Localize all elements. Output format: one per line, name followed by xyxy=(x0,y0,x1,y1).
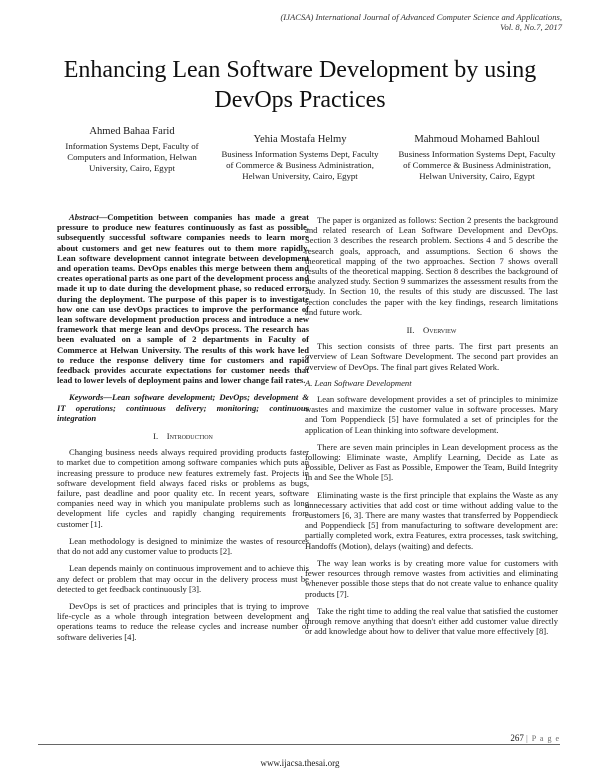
keywords xyxy=(57,392,309,423)
paragraph: Lean methodology is designed to minimize the wastes of resources that do not add any customer value to products [2]. xyxy=(57,535,309,557)
paragraph: This section consists of three parts. The first part presents an overview of Lean Software Development. The second part provides an overview of DevOps. The final part gives Related Work. xyxy=(305,341,558,372)
section-title: Introduction xyxy=(166,431,213,442)
paragraph: Lean depends mainly on continuous improvement and to achieve this any defect or problem that may occur in the delivery process must be detected to get feedback continuously [3]. xyxy=(57,563,309,594)
section-number: II. xyxy=(406,325,415,336)
author-block-2 xyxy=(221,134,379,182)
journal-title: (IJACSA) International Journal of Advanced Computer Science and Applications, xyxy=(280,12,562,22)
paragraph: DevOps is set of practices and principles that is trying to improve life-cycle as a whole through integration between development and operations teams to reduce the release cycles and increase number of software deliveries [4]. xyxy=(57,600,309,642)
journal-header xyxy=(142,12,562,32)
right-column xyxy=(305,215,558,636)
page-number xyxy=(510,733,560,743)
paragraph: The paper is organized as follows: Section 2 presents the background and related research of Lean Software Development and DevOps. Section 3 describes the research problem. Sections 4 and 5 describe the research goals, approach, and assumptions. Section 6 shows the theoretical mapping of the two approaches. Section 7 shows overall results of the theoretical mapping. Section 8 describes the background of the analyzed study. Section 9 summarizes the assessment results from the study. In Section 10, the results of this study are discussed. The last section concludes the paper with the key findings, research limitations and future work. xyxy=(305,215,558,317)
author-block-3 xyxy=(398,134,556,182)
author-block-1 xyxy=(58,126,206,174)
paragraph: There are seven main principles in Lean development process as the following: Eliminate waste, Amplify Learning, Decide as Late as Possible, Deliver as Fast as Possible, Empower the Team, Build Integrity In and See the Whole [5]. xyxy=(305,441,558,483)
page-label: | P a g e xyxy=(526,734,560,743)
paper-title-line1: Enhancing Lean Software Development by using xyxy=(63,57,537,83)
section-title: Overview xyxy=(423,325,457,336)
footer-url[interactable]: www.ijacsa.thesai.org xyxy=(260,758,340,768)
abstract-label: Abstract xyxy=(69,212,99,222)
author-affiliation: Business Information Systems Dept, Faculty of Commerce & Business Administration, Helwan University, Cairo, Egypt xyxy=(398,149,556,181)
author-name: Ahmed Bahaa Farid xyxy=(89,126,175,137)
paragraph: Take the right time to adding the real value that satisfied the customer through remove anything that doesn't either add customer value directly or add knowledge about how to deliver that value more effectively [8]. xyxy=(305,605,558,637)
paragraph: Changing business needs always required providing products faster to market due to competition among software companies which puts an increasing pressure to produce new features extremely fast. Projects in software development field always faced risks or problems as bugs, failure, past deadline and poor quality etc. In recent years, software companies need way in which you manipulate problems such as long development life cycles and rapidly changing requirements from customer [1]. xyxy=(57,447,309,529)
paper-title xyxy=(40,55,560,115)
paragraph: The way lean works is by creating more value for customers with fewer resources through remove wastes from activities and eliminating whenever possible those steps that do not create value to enhance quality products [7]. xyxy=(305,557,558,599)
author-name: Mahmoud Mohamed Bahloul xyxy=(414,134,540,145)
author-affiliation: Business Information Systems Dept, Faculty of Commerce & Business Administration, Helwan University, Cairo, Egypt xyxy=(221,149,379,181)
paragraph: Eliminating waste is the first principle that explains the Waste as any unnecessary activities that add cost or time without adding value to the customers [6, 3]. There are many wastes that transferred by Poppendieck and Poppendieck [5] from manufacturing to software development are: partially completed work, extra Features, extra processes, task switching, Handoffs (Motion), delays (waiting) and defects. xyxy=(305,489,558,551)
author-affiliation: Information Systems Dept, Faculty of Computers and Information, Helwan University, Cairo, Egypt xyxy=(65,141,199,173)
journal-volume: Vol. 8, No.7, 2017 xyxy=(500,22,562,32)
page-number-value: 267 xyxy=(510,733,524,743)
left-column xyxy=(57,212,309,642)
author-name: Yehia Mostafa Helmy xyxy=(253,134,347,145)
section-heading-introduction xyxy=(57,431,309,441)
abstract xyxy=(57,212,309,385)
section-number: I. xyxy=(153,431,159,442)
paper-title-line2: DevOps Practices xyxy=(214,87,386,113)
keywords-label: Keywords xyxy=(69,392,104,403)
keywords-text: —Lean software development; DevOps; development & IT operations; continuous delivery; monitoring; continuous integration xyxy=(57,392,309,423)
paragraph: Lean software development provides a set of principles to minimize wastes and maximize the customer value in software processes. Mary and Tom Poppendieck [5] have formulated a set of principles for the application of Lean thinking into software development. xyxy=(305,394,558,435)
abstract-text: —Competition between companies has made a great pressure to produce new features continuously as fast as possible, subsequently successful software companies needs to learn more about customers and get new features out to them more rapidly. Lean software development cannot integrate between development and operation teams. DevOps enables this merge between them and creates operational parts as one part of the development process and made it up to date during the development phase, so reduced errors during the deployment. The purpose of this paper is to investigate how one can use devOps practices to improve the performance of lean software development production process and introduce a new framework that merge lean and devOps process. The research has been evaluated on a sample of 2 departments in Faculty of Commerce at Helwan University. The results of this work have led to reduce the response delivery time for customers and rapid feedback provides accurate expectations for customer needs that lead to lower levels of deployment pains and lower change fail rates. xyxy=(57,212,309,386)
subsection-heading: A. Lean Software Development xyxy=(305,377,412,388)
section-heading-overview xyxy=(305,325,558,335)
footer-divider xyxy=(38,744,560,745)
